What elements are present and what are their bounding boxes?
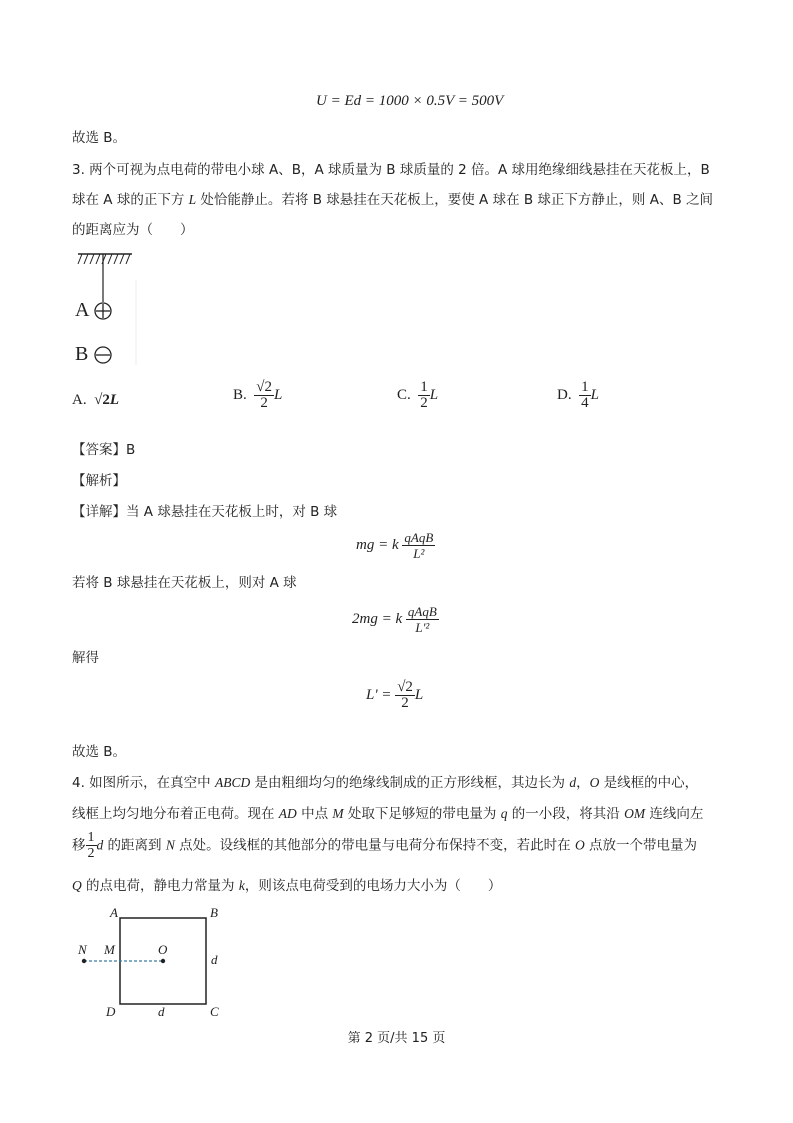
q3-eq2: 2mg = k $\frac{\text{qAqB}}{\text{L'²}}$ — [352, 604, 437, 635]
q3-option-c: C. $\frac{1}{2}$ L — [397, 379, 439, 411]
label-n: N — [78, 942, 87, 957]
top-equation: U = Ed = 1000 × 0.5V = 500V — [316, 93, 504, 109]
label-side-bottom: d — [158, 1004, 165, 1019]
ball-a-label: A — [75, 299, 90, 321]
q3-option-b: B. $\frac{√2}{2}$ L — [233, 379, 283, 411]
q3-figure — [74, 250, 144, 370]
label-side-right: d — [211, 952, 218, 967]
q4-line4: Q 的点电荷，静电力常量为 k，则该点电荷受到的电场力大小为（ ） — [72, 878, 502, 894]
conclusion-1: 故选 B。 — [72, 130, 127, 146]
q3-option-a: A. √2L — [72, 392, 119, 408]
q3-line3: 的距离应为（ ） — [72, 222, 194, 238]
q4-line2: 线框上均匀地分布着正电荷。现在 AD 中点 M 处取下足够短的带电量为 q 的一小段，将其沿 OM 连线向左 — [72, 806, 704, 822]
q4-line1: 4. 如图所示，在真空中 ABCD 是由粗细均匀的绝缘线制成的正方形线框，其边长为 d，O 是线框的中心， — [72, 775, 699, 791]
q3-answer: 【答案】B — [72, 442, 136, 458]
label-o: O — [158, 942, 168, 957]
q3-option-d: D. $\frac{1}{4}$ L — [557, 379, 599, 411]
q3-text2: 若将 B 球悬挂在天花板上，则对 A 球 — [72, 575, 297, 591]
q3-detail: 【详解】当 A 球悬挂在天花板上时，对 B 球 — [72, 504, 338, 520]
q3-conclusion: 故选 B。 — [72, 744, 127, 760]
label-m: M — [104, 942, 115, 957]
q3-eq1: mg = k $\frac{\text{qAqB}}{\text{L²}}$ — [356, 530, 434, 561]
q3-line2: 球在 A 球的正下方 L 处恰能静止。若将 B 球悬挂在天花板上，要使 A 球在 B 球正下方静止，则 A、B 之间 — [72, 192, 713, 208]
q3-text3: 解得 — [72, 650, 99, 666]
q4-line3: 移 $\frac{1}{2}$ d 的距离到 N 点处。设线框的其他部分的带电量与电荷分布保持不变，若此时在 O 点放一个带电量为 — [72, 830, 697, 861]
q3-eq3: L' = $\frac{√2}{2}$ L — [366, 679, 424, 711]
label-d: D — [106, 1004, 116, 1019]
ball-b-label: B — [75, 343, 89, 365]
label-c: C — [210, 1004, 219, 1019]
label-b: B — [210, 905, 218, 920]
q3-analysis-label: 【解析】 — [72, 473, 126, 489]
q4-figure — [72, 900, 232, 1025]
square-frame-diagram — [72, 900, 232, 1025]
q3-line1: 3. 两个可视为点电荷的带电小球 A、B，A 球质量为 B 球质量的 2 倍。A 球用绝缘细线悬挂在天花板上，B — [72, 162, 710, 178]
label-a: A — [110, 905, 118, 920]
page-footer: 第 2 页/共 15 页 — [347, 1031, 446, 1046]
